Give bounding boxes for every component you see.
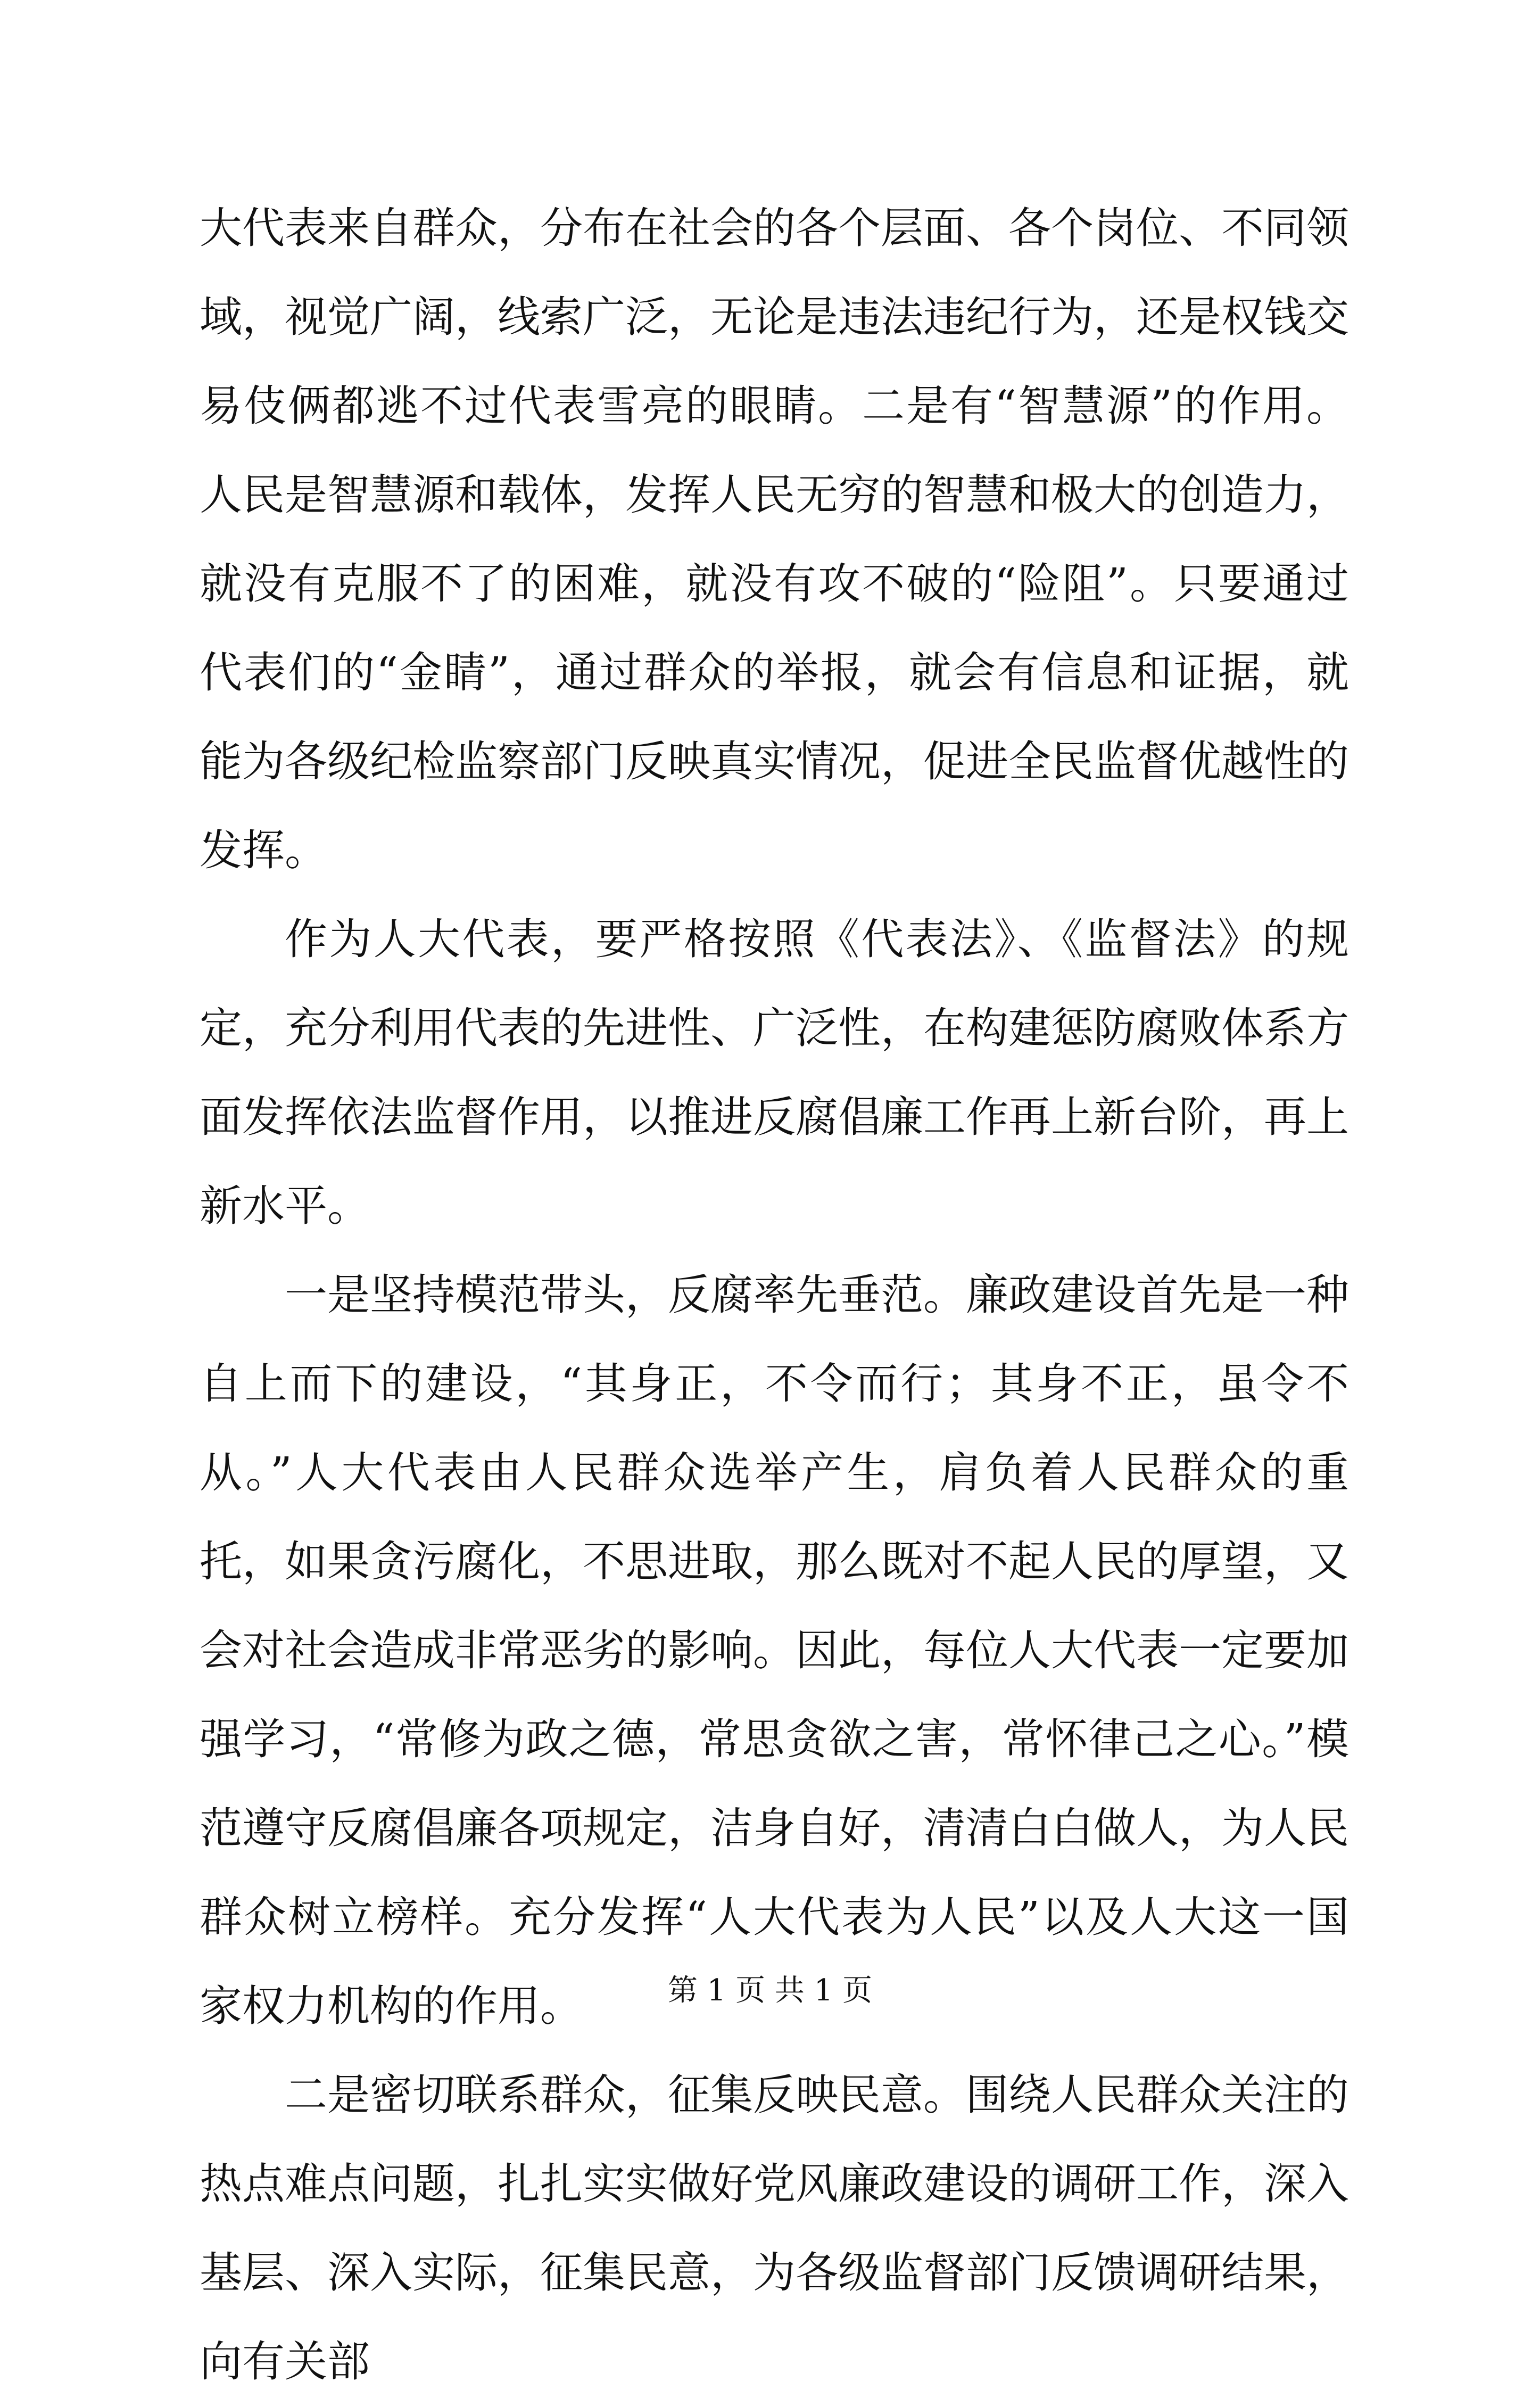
paragraph-3: 一是坚持模范带头，反腐率先垂范。廉政建设首先是一种自上而下的建设，“其身正，不令而行；其身不正，虽令不从。”人大代表由人民群众选举产生，肩负着人民群众的重托，如果贪污腐化，不思进取，那么既对不起人民的厚望，又会对社会造成非常恶劣的影响。因此，每位人大代表一定要加强学习，“常修为政之德，常思贪欲之害，常怀律己之心。”模范遵守反腐倡廉各项规定，洁身自好，清清白白做人，为人民群众树立榜样。充分发挥“人大代表为人民”以及人大这一国家权力机构的作用。 — [200, 1270, 1349, 2031]
paragraph-2: 作为人大代表，要严格按照《代表法》、《监督法》的规定，充分利用代表的先进性、广泛性，在构建惩防腐败体系方面发挥依法监督作用，以推进反腐倡廉工作再上新台阶，再上新水平。 — [200, 914, 1349, 1231]
paragraph-1: 大代表来自群众，分布在社会的各个层面、各个岗位、不同领域，视觉广阔，线索广泛，无论是违法违纪行为，还是权钱交易伎俩都逃不过代表雪亮的眼睛。二是有“智慧源”的作用。人民是智慧源和载体，发挥人民无穷的智慧和极大的创造力，就没有克服不了的困难，就没有攻不破的“险阻”。只要通过代表们的“金睛”，通过群众的举报，就会有信息和证据，就能为各级纪检监察部门反映真实情况，促进全民监督优越性的发挥。 — [200, 203, 1349, 875]
page-footer: 第 1 页 共 1 页 — [667, 1973, 873, 2008]
paragraph-4: 二是密切联系群众，征集反映民意。围绕人民群众关注的热点难点问题，扎扎实实做好党风廉政建设的调研工作，深入基层、深入实际，征集民意，为各级监督部门反馈调研结果，向有关部 — [200, 2070, 1349, 2386]
document-body — [200, 184, 1349, 2406]
